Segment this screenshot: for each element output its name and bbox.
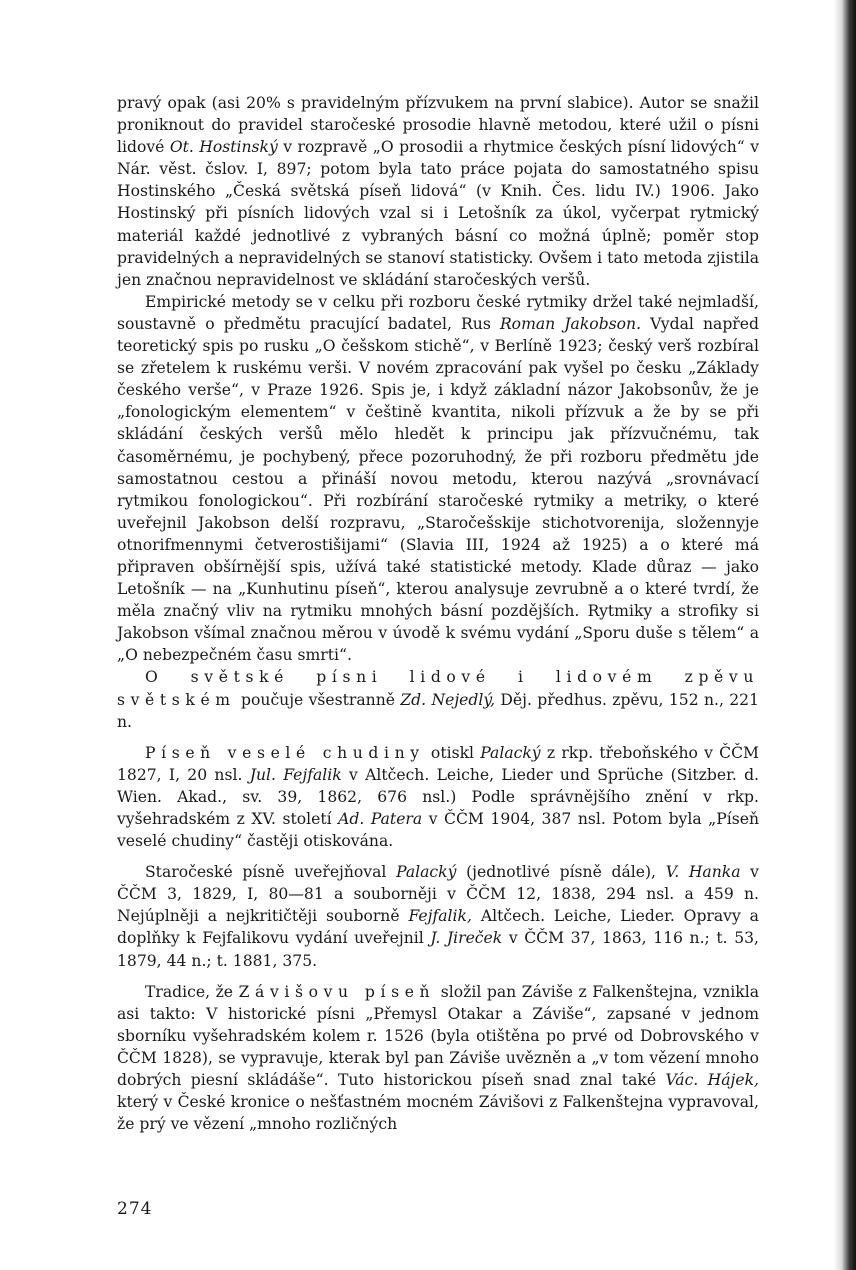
italic-name: Ot. Hostinský <box>169 138 278 157</box>
italic-name: Palacký <box>480 743 541 762</box>
text-run: z rkp. třeboňského v ČČM 1827, I, 20 nsl. <box>117 743 759 784</box>
text-run: Altčech. Leiche, Lieder. Opravy a doplňky k Fejfalikovu vydání uveřejnil <box>117 907 759 948</box>
page-edge-shadow <box>834 0 856 1270</box>
spaced-term: Závišovu píseň <box>238 982 436 1001</box>
text-run: (jednotlivé písně dále), <box>456 863 666 882</box>
spaced-term: O světské písni lidové i lidovém zpěvu světském <box>117 668 759 709</box>
italic-name: Roman Jakobson. <box>499 314 642 333</box>
paragraph-4 <box>117 742 759 852</box>
italic-name: J. Jireček <box>430 929 503 948</box>
text-run: složil pan Záviše z Falkenštejna, vznikla asi takto: V historické písni „Přemysl Otakar a Záviše“, zapsané v jednom sborníku vyšehradském kolem r. 1526 (byla otištěna po prvé od Dobrovského v ČČM 1828), se vypravuje, kterak byl pan Záviše uvězněn a „v tom vězení mnoho dobrých piesní skládáše“. Tuto historickou píseň snad znal také <box>117 982 760 1090</box>
italic-name: Zd. Nejedlý, <box>400 690 496 709</box>
italic-name: Vác. Hájek, <box>665 1071 760 1090</box>
text-run: Tradice, že <box>145 982 239 1001</box>
paragraph-5 <box>117 861 759 971</box>
paragraph-2 <box>117 291 759 667</box>
text-run: Empirické metody se v celku při rozboru české rytmiky držel také nejmladší, soustavně o předmětu pracující badatel, Rus <box>117 292 759 333</box>
text-run: otiskl <box>424 743 481 762</box>
text-run: Vydal napřed teoretický spis po rusku „O češskom stichě“, v Berlíně 1923; český verš rozbíral se zřetelem k ruskému verši. V novém zpracování pak vyšel po česku „Základy českého verše“, v Praze 1926. Spis je, i když základní názor Jakobsonův, že je „fonologickým elementem“ v češtině kvantita, nikoli přízvuk a že by se při skládání českých veršů mělo hledět k principu jak přízvučnému, tak časoměrnému, je pochybený, přece pozoruhodný, že při rozboru předmětu jde samostatnou cestou a přináší novou metodu, kterou nazývá „srovnávací rytmikou fonologickou“. Při rozbírání staročeské rytmiky a metriky, o které uveřejnil Jakobson delší rozpravu, „Staročešskije stichotvorenija, složennyje otnorifmennymi četverostišijami“ (Slavia III, 1924 až 1925) a o které má připraven obšírnější spis, užívá také statistické metody. Klade důraz — jako Letošník — na „Kunhutinu píseň“, kterou analysuje zevrubně a o které tvrdí, že měla značný vliv na rytmiku mnohých básní pozdějších. Rytmiky a strofiky si Jakobson všímal značnou měrou v úvodě k svému vydání „Sporu duše s tělem“ a „O nebezpečném času smrti“. <box>117 314 759 665</box>
body-text <box>117 92 759 1135</box>
text-run: v ČČM 37, 1863, 116 n.; t. 53, 1879, 44 n.; t. 1881, 375. <box>117 929 759 970</box>
text-run: v ČČM 3, 1829, I, 80—81 a souborněji v ČČM 12, 1838, 294 nsl. a 459 n. Nejúplněji a nejkritičtěji souborně <box>117 863 759 926</box>
text-run: který v České kronice o nešťastném mocném Závišovi z Falkenštejna vypravoval, že prý ve vězení „mnoho rozličných <box>117 1093 759 1134</box>
text-run: v Altčech. Leiche, Lieder und Sprüche (Sitzber. d. Wien. Akad., sv. 39, 1862, 676 nsl.) Podle správnějšího znění v rkp. vyšehradském z XV. století <box>117 765 760 828</box>
text-run: Děj. předhus. zpěvu, 152 n., 221 n. <box>117 690 759 731</box>
text-run: v rozpravě „O prosodii a rhytmice českých písní lidových“ v Nár. věst. čslov. I, 897; potom byla tato práce pojata do samostatného spisu Hostinského „Česká světská píseň lidová“ (v Knih. Čes. lidu IV.) 1906. Jako Hostinský při písních lidových vzal si i Letošník za úkol, vyčerpat rytmický materiál každé jednotlivé z vybraných básní co možná úplně; poměr stop pravidelných a nepravidelných se stanoví statisticky. Ovšem i tato metoda zjistila jen značnou nepravidelnost ve skládání staročeských veršů. <box>117 138 760 289</box>
text-run: v ČČM 1904, 387 nsl. Potom byla „Píseň veselé chudiny“ častěji otiskována. <box>117 810 759 851</box>
paragraph-1 <box>117 92 759 291</box>
italic-name: Jul. Fejfalik <box>249 765 342 784</box>
italic-name: Fejfalik, <box>408 907 472 926</box>
text-run: Staročeské písně uveřejňoval <box>145 863 397 882</box>
text-run: pravý opak (asi 20% s pravidelným přízvukem na první slabice). Autor se snažil proniknout do pravidel staročeské prosodie hlavně metodou, které užil o písni lidové <box>117 94 759 157</box>
page-number: 274 <box>117 1199 153 1219</box>
spaced-term: Píseň veselé chudiny <box>145 743 425 762</box>
text-run: poučuje všestranně <box>235 690 401 709</box>
italic-name: Ad. Patera <box>338 810 423 828</box>
italic-name: Palacký <box>396 863 457 882</box>
italic-name: V. Hanka <box>665 863 741 882</box>
paragraph-6 <box>117 981 759 1136</box>
paragraph-3 <box>117 666 759 732</box>
